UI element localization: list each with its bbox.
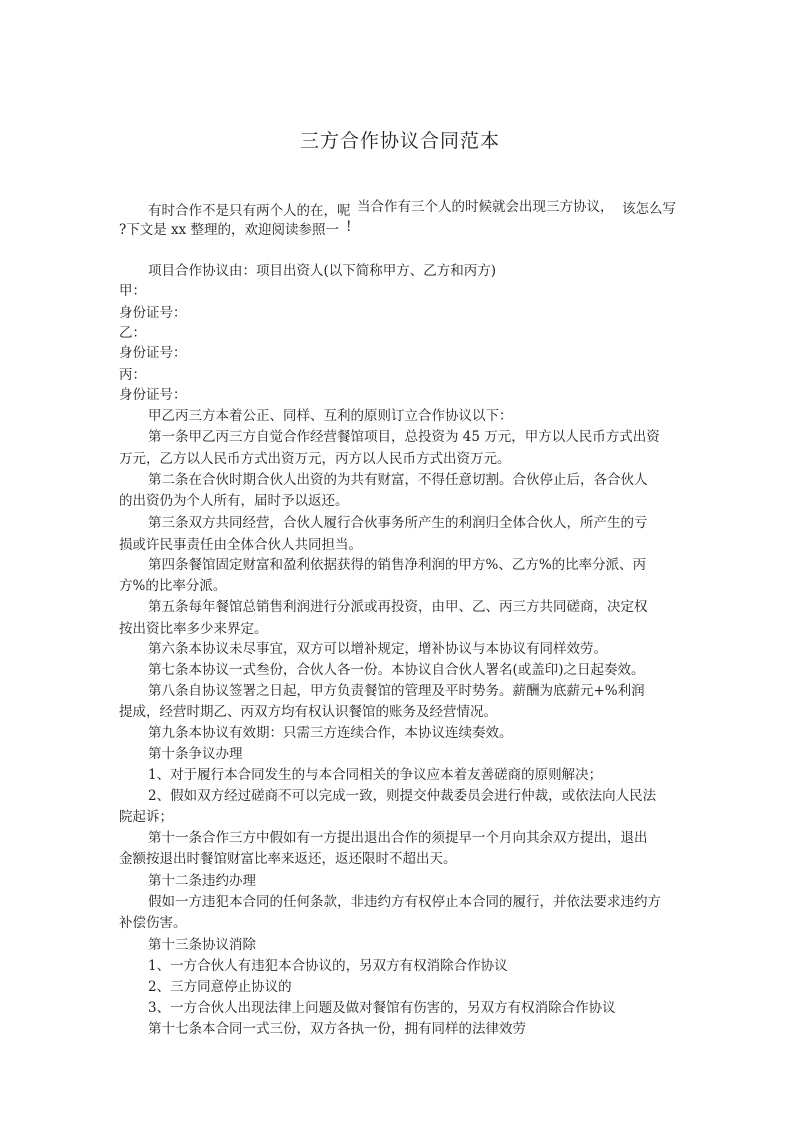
body-line: 院起诉； <box>119 809 173 825</box>
intro-line-1c: 该怎么写 <box>622 201 676 217</box>
body-line: 第五条每年餐馆总销售利润进行分派或再投资，由甲、乙、丙三方共同磋商，决定权 <box>148 599 648 615</box>
body-line: 1、对于履行本合同发生的与本合同相关的争议应本着友善磋商的原则解决； <box>148 767 603 783</box>
body-line: 第三条双方共同经营，合伙人履行合伙事务所产生的利润归全体合伙人，所产生的亏 <box>148 515 648 531</box>
body-line: 第二条在合伙时期合伙人出资的为共有财富，不得任意切割。合伙停止后，各合伙人 <box>148 472 648 488</box>
body-line: 损或许民事责任由全体合伙人共同担当。 <box>119 537 362 553</box>
body-line: 按出资比率多少来界定。 <box>119 621 268 637</box>
body-line: 身份证号： <box>119 345 187 361</box>
document-title: 三方合作协议合同范本 <box>299 130 500 152</box>
body-line: 项目合作协议由：项目出资人(以下简称甲方、乙方和丙方) <box>148 263 497 279</box>
body-line: 第十三条协议消除 <box>148 937 256 953</box>
body-line: 身份证号： <box>119 387 187 403</box>
body-line: 万元，乙方以人民币方式出资万元，丙方以人民币方式出资万元。 <box>119 451 511 467</box>
intro-line-1a: 有时合作不是只有两个人的在，呢 <box>148 203 351 219</box>
body-line: 第六条本协议未尽事宜，双方可以增补规定，增补协议与本协议有同样效劳。 <box>148 641 607 657</box>
body-line: 2、假如双方经过磋商不可以完成一致，则提交仲裁委员会进行仲裁，或依法向人民法 <box>148 788 657 804</box>
intro-line-2b: ! <box>346 219 352 235</box>
body-line: 甲乙丙三方本着公正、同样、互利的原则订立合作协议以下： <box>148 408 513 424</box>
body-line: 第一条甲乙丙三方自觉合作经营餐馆项目，总投资为 45 万元，甲方以人民币方式出资 <box>148 429 660 445</box>
body-line: 第八条自协议签署之日起，甲方负责餐馆的管理及平时势务。薪酬为底薪元+%利润 <box>148 683 645 699</box>
body-line: 丙： <box>119 367 146 383</box>
body-line: 身份证号： <box>119 305 187 321</box>
body-line: 第七条本协议一式叁份，合伙人各一份。本协议自合伙人署名(或盖印)之日起奏效。 <box>148 662 645 678</box>
intro-line-2a: ?下文是 xx 整理的，欢迎阅读参照一 <box>119 222 340 238</box>
body-line: 第九条本协议有效期：只需三方连续合作，本协议连续奏效。 <box>148 725 513 741</box>
body-line: 的出资仍为个人所有，届时予以返还。 <box>119 493 349 509</box>
body-line: 第十二条违约办理 <box>148 873 256 889</box>
body-line: 提成，经营时期乙、丙双方均有权认识餐馆的账务及经营情况。 <box>119 704 497 720</box>
intro-line-1b: 当合作有三个人的时候就会出现三方协议， <box>357 199 614 215</box>
body-line: 1、一方合伙人有违犯本合协议的，另双方有权消除合作协议 <box>148 958 508 974</box>
body-line: 2、三方同意停止协议的 <box>148 979 292 995</box>
body-line: 第十条争议办理 <box>148 746 243 762</box>
body-line: 金额按退出时餐馆财富比率来返还，返还限时不超出天。 <box>119 851 457 867</box>
body-line: 第十一条合作三方中假如有一方提出退出合作的须提早一个月向其余双方提出，退出 <box>148 830 648 846</box>
body-line: 补偿伤害。 <box>119 915 187 931</box>
body-line: 假如一方违犯本合同的任何条款，非违约方有权停止本合同的履行，并依法要求违约方 <box>148 894 661 910</box>
body-line: 第十七条本合同一式三份，双方各执一份，拥有同样的法律效劳 <box>148 1021 526 1037</box>
body-line: 方%的比率分派。 <box>119 578 227 594</box>
body-line: 乙： <box>119 325 146 341</box>
body-line: 甲： <box>119 283 146 299</box>
body-line: 3、一方合伙人出现法律上问题及做对餐馆有伤害的，另双方有权消除合作协议 <box>148 1000 616 1016</box>
body-line: 第四条餐馆固定财富和盈利依据获得的销售净利润的甲方%、乙方%的比率分派、丙 <box>148 557 647 573</box>
